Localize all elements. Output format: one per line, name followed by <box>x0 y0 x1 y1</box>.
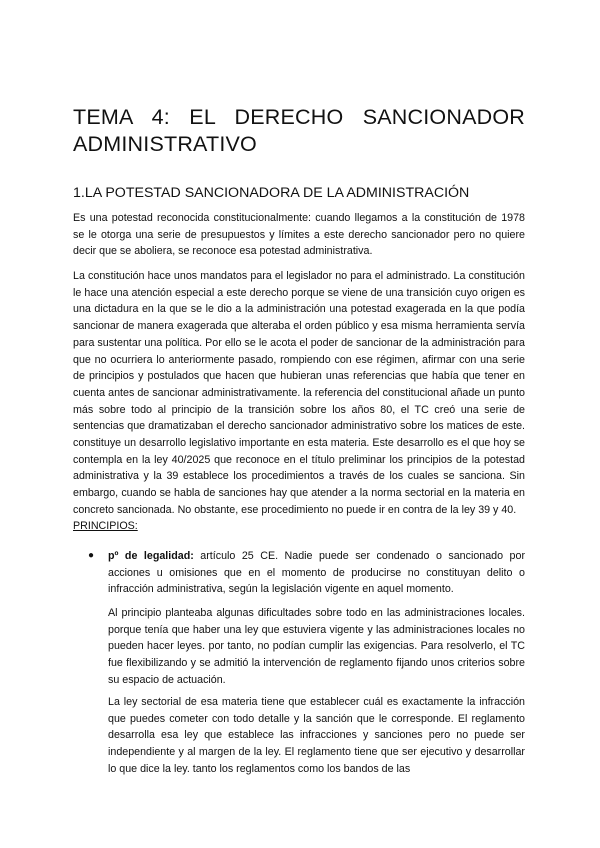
legality-principle-text: artículo 25 CE. Nadie puede ser condenado o sancionado por acciones u omisiones que en el momento de producirse no constituyan delito o infracción administrativa, según la legislación vigente en aquel momento. <box>108 550 525 596</box>
principles-heading: PRINCIPIOS: <box>73 520 138 532</box>
intro-paragraph: Es una potestad reconocida constitucionalmente: cuando llegamos a la constitución de 1978 se le otorga una serie de presupuestos y límites a este derecho sancionador pero no quiere decir que se aboliera, se reconoce esa potestad administrativa. <box>73 212 525 258</box>
bullet-marker: ● <box>88 550 95 561</box>
constitution-paragraph: La constitución hace unos mandatos para el legislador no para el administrado. La constitución le hace una atención especial a este derecho porque se viene de una transición cuyo origen es una dictadura en la que se le dio a la administración una potestad exagerada en la que podía sancionar de manera exagerada que alteraba el orden público y esa misma herramienta servía para sustentar una política. Por ello se le acota el poder de sancionar de la administración para que no ocurriera lo anteriormente pasado, rompiendo con ese régimen, afirmar con una serie de principios y postulados que hacen que hubieran unas referencias que había que tener en cuenta antes de sancionar administrativamente. la referencia del constitucional añade un punto más sobre todo al principio de la transición sobre los años 80, el TC creó una serie de sentencias que dramatizaban el derecho sancionador administrativo sobre los matices de este. constituye un desarrollo legislativo importante en esta materia. Este desarrollo es el que hoy se contempla en la ley 40/2025 que reconoce en el título preliminar los principios de la potestad administrativa y la 39 establece los procedimientos a través de los cuales se sanciona. Sin embargo, cuando se habla de sanciones hay que atender a la norma sectorial en la materia en concreto sancionada. No obstante, ese procedimiento no puede ir en contra de la ley 39 y 40. <box>73 270 525 516</box>
legality-principle-paragraph <box>108 548 525 598</box>
legality-principle-label: pº de legalidad: <box>108 550 194 562</box>
sectoral-law-paragraph: La ley sectorial de esa materia tiene que establecer cuál es exactamente la infracción que puedes cometer con todo detalle y la sanción que le corresponde. El reglamento desarrolla esa ley que establece las infracciones y sanciones pero no puede ser independiente y al margen de la ley. El reglamento tiene que ser ejecutivo y desarrollar lo que dice la ley. tanto los reglamentos como los bandos de las <box>108 696 525 775</box>
legality-difficulties-paragraph: Al principio planteaba algunas dificultades sobre todo en las administraciones locales. porque tenía que haber una ley que estuviera vigente y las administraciones locales no pueden hacer leyes. por tanto, no podían cumplir las exigencias. Para resolverlo, el TC fue flexibilizando y se admitió la intervención de reglamento fijando unos criterios sobre su espacio de actuación. <box>108 607 525 686</box>
section-heading: 1.LA POTESTAD SANCIONADORA DE LA ADMINISTRACIÓN <box>73 185 470 201</box>
document-title: TEMA 4: EL DERECHO SANCIONADOR ADMINISTRATIVO <box>73 105 525 156</box>
